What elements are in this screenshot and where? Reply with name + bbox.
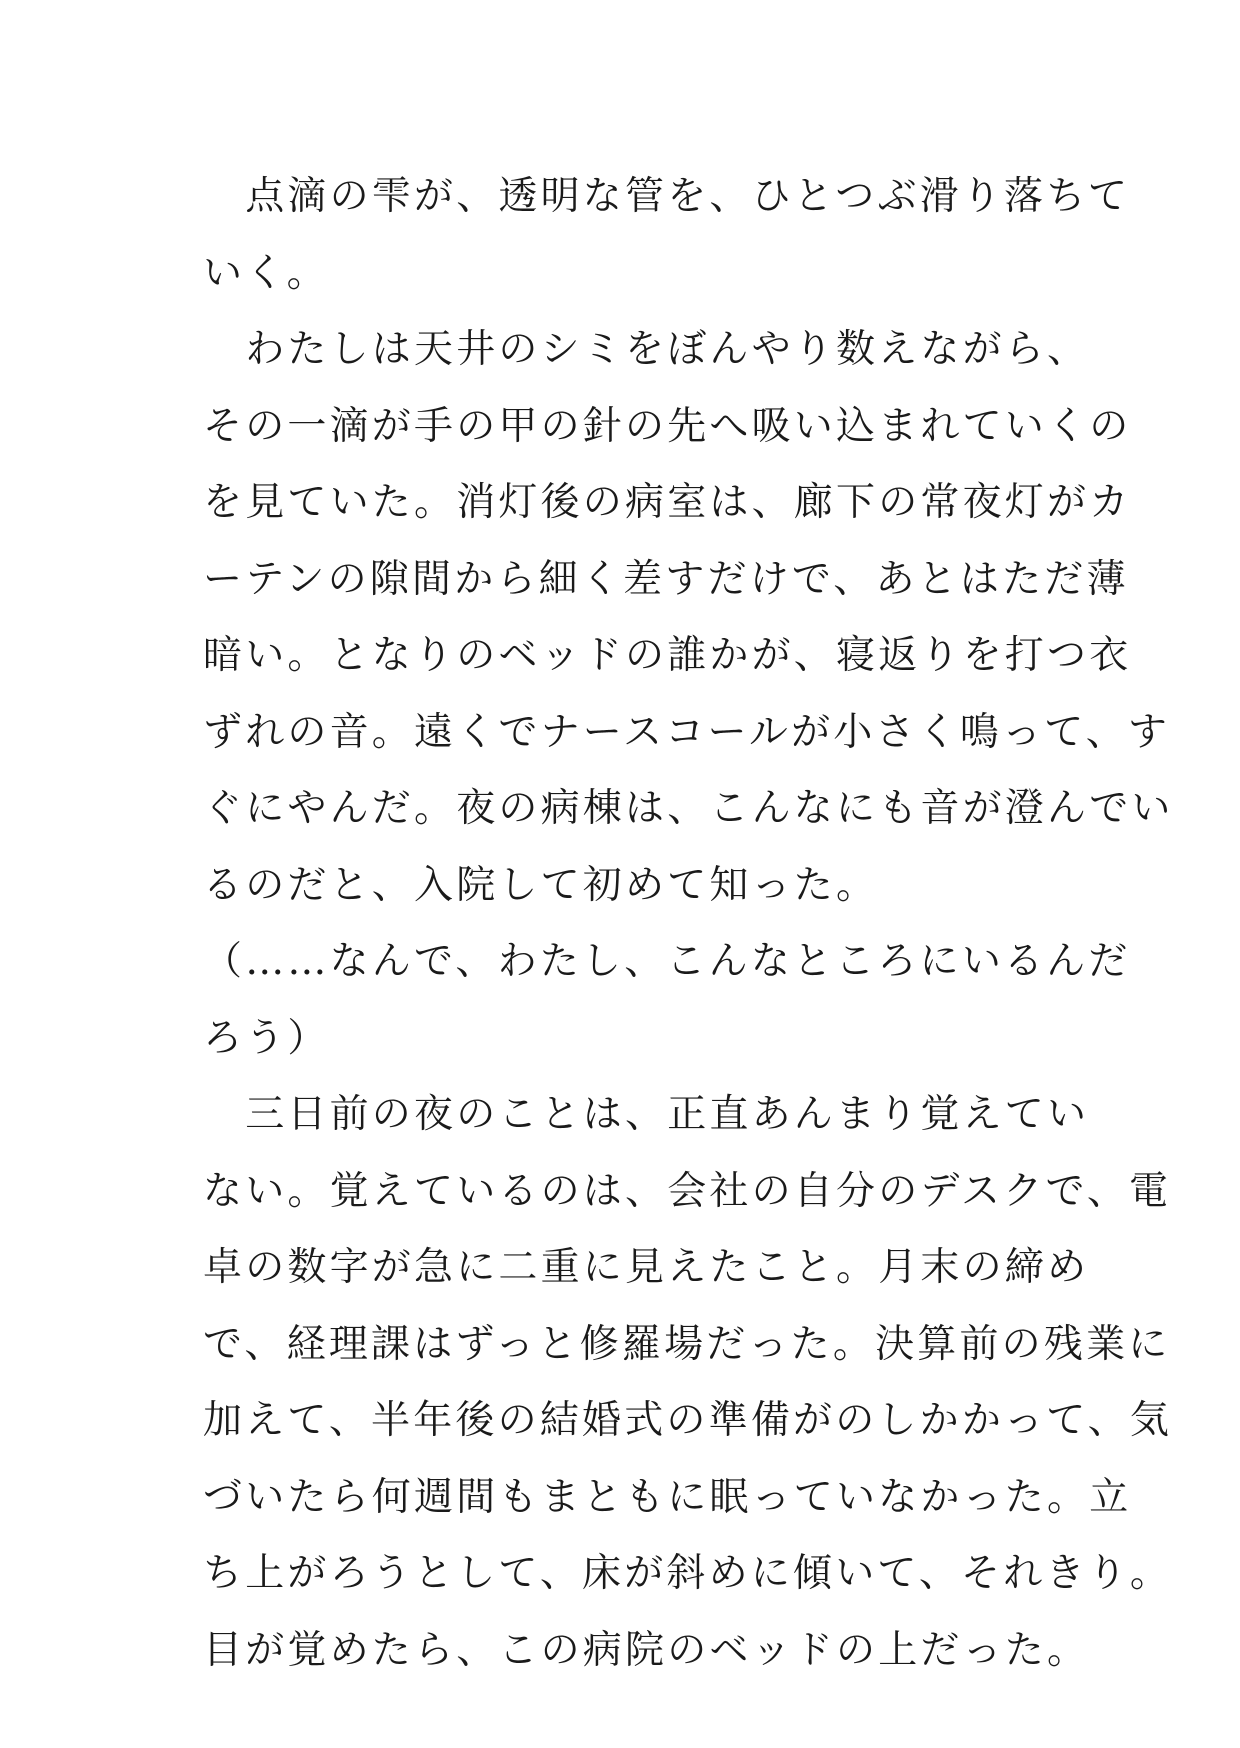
body-text [203, 172, 1174, 1702]
text-line: るのだと、入院して初めて知った。 [203, 862, 879, 908]
text-line: いく。 [203, 250, 329, 296]
text-line: 卓の数字が急に二重に見えたこと。月末の締め [203, 1245, 1090, 1290]
text-line: ぐにやんだ。夜の病棟は、こんなにも音が澄んでい [203, 786, 1174, 831]
text-line: ち上がろうとして、床が斜めに傾いて、それきり。 [203, 1551, 1173, 1596]
text-line: で、経理課はずっと修羅場だった。決算前の残業に [203, 1321, 1171, 1367]
text-line: ーテンの隙間から細く差すだけで、あとはただ薄 [203, 556, 1129, 602]
text-line: づいたら何週間もまともに眠っていなかった。立 [203, 1474, 1132, 1520]
text-line: 加えて、半年後の結婚式の準備がのしかかって、気 [203, 1398, 1173, 1443]
text-line: 暗い。となりのベッドの誰かが、寝返りを打つ衣 [203, 633, 1132, 678]
text-line: 三日前の夜のことは、正直あんまり覚えてい [203, 1092, 1090, 1137]
text-line: を見ていた。消灯後の病室は、廊下の常夜灯がカ [203, 480, 1132, 525]
text-line: ろう） [203, 1015, 330, 1061]
text-line: 目が覚めたら、この病院のベッドの上だった。 [203, 1627, 1090, 1673]
text-line: ない。覚えているのは、会社の自分のデスクで、電 [203, 1168, 1172, 1214]
text-line: （……なんで、わたし、こんなところにいるんだ [203, 939, 1131, 984]
text-line: ずれの音。遠くでナースコールが小さく鳴って、す [203, 709, 1171, 755]
text-line: 点滴の雫が、透明な管を、ひとつぶ滑り落ちて [203, 174, 1131, 219]
text-line: わたしは天井のシミをぼんやり数えながら、 [203, 327, 1090, 372]
text-line: その一滴が手の甲の針の先へ吸い込まれていくの [203, 403, 1132, 449]
